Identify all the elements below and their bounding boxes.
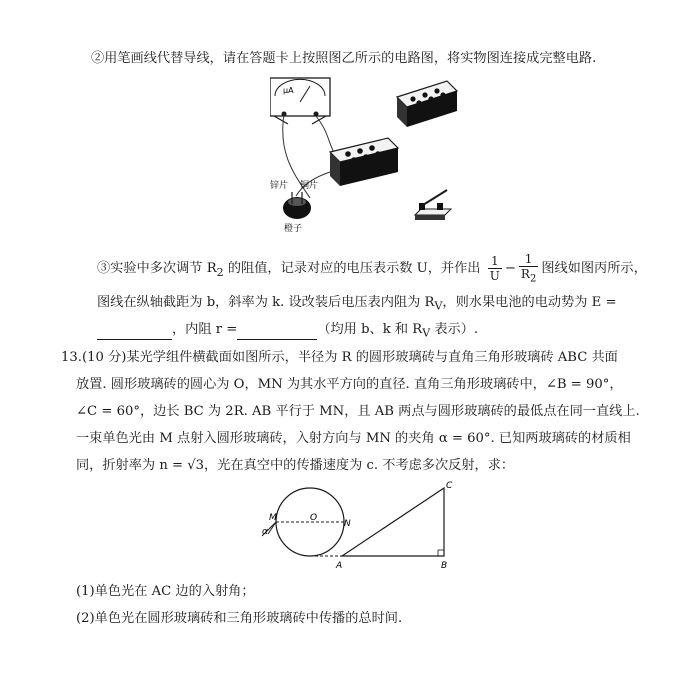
copper-label: 铜片 <box>300 181 319 191</box>
label-o: O <box>310 513 318 523</box>
frac-den-r: R <box>520 267 530 281</box>
orange <box>283 192 311 219</box>
part3-line2 <box>97 291 617 313</box>
part3-text: ③实验中多次调节 R <box>97 261 217 277</box>
q13-line2: 放置. 圆形玻璃砖的圆心为 O，MN 为其水平方向的直径. 直角三角形玻璃砖中，∠B = 90°， <box>76 377 623 392</box>
answer-blank-emf[interactable] <box>97 325 172 340</box>
part3-text: 图线如图丙所示， <box>541 261 647 277</box>
orange-label: 橙子 <box>284 224 303 234</box>
part3-text: 表示）. <box>430 322 479 337</box>
part2-instruction: ②用笔画线代替导线，请在答题卡上按照图乙所示的电路图，将实物图连接成完整电路. <box>91 51 597 66</box>
meter-label: μA <box>283 86 294 95</box>
q13-line3: ∠C = 60°，边长 BC 为 2R. AB 平行于 MN，且 AB 两点与圆形玻璃砖的最低点在同一直线上. <box>76 404 640 419</box>
frac-den: U <box>489 269 500 284</box>
q13-line4: 一束单色光由 M 点射入圆形玻璃砖，入射方向与 MN 的夹角 α = 60°. 已知两玻璃砖的材质相 <box>76 431 631 446</box>
part3-text: ，则水果电池的电动势为 E = <box>442 295 617 310</box>
label-a: A <box>336 561 343 571</box>
switch <box>415 190 451 220</box>
q13-sub1: (1)单色光在 AC 边的入射角； <box>76 584 255 599</box>
apparatus-figure-right <box>395 75 470 225</box>
part3-text: （均用 b、k 和 R <box>317 322 423 337</box>
q13-sub2: (2)单色光在圆形玻璃砖和三角形玻璃砖中传播的总时间. <box>76 611 403 626</box>
optics-figure <box>258 476 468 574</box>
subscript: 2 <box>529 273 537 285</box>
voltmeter-box <box>397 81 457 127</box>
fraction-1-over-u <box>488 255 502 282</box>
subscript: 2 <box>216 265 224 279</box>
microammeter <box>270 78 330 124</box>
subscript: V <box>422 326 431 340</box>
triangle-abc <box>342 488 444 556</box>
q13-line5: 同，折射率为 n = √3，光在真空中的传播速度为 c. 不考虑多次反射，求： <box>76 458 515 473</box>
part3-text: 图线在纵轴截距为 b，斜率为 k. 设改装后电压表内阻为 R <box>97 295 435 310</box>
part3-text: 的阻值，记录对应的电压表示数 U，并作出 <box>223 261 481 277</box>
frac-den <box>519 267 538 284</box>
frac-num: 1 <box>519 253 538 267</box>
label-alpha: α <box>262 527 268 537</box>
resistance-box <box>330 138 398 186</box>
q13-line1: 13.(10 分)某光学组件横截面如图所示，半径为 R 的圆形玻璃砖与直角三角形玻璃砖 ABC 共面 <box>61 350 618 365</box>
zinc-label: 锌片 <box>270 181 289 191</box>
part3-text: ，内阻 r = <box>172 322 238 337</box>
answer-blank-resistance[interactable] <box>237 325 317 340</box>
frac-num: 1 <box>488 255 502 269</box>
part3-line1 <box>97 253 647 284</box>
label-c: C <box>446 481 453 491</box>
label-n: N <box>344 519 351 529</box>
subscript: V <box>434 299 443 313</box>
label-m: M <box>269 513 277 523</box>
fraction-1-over-r2 <box>519 253 538 284</box>
minus-sign: − <box>504 261 516 277</box>
label-b: B <box>441 561 448 571</box>
part3-line3 <box>97 318 478 340</box>
